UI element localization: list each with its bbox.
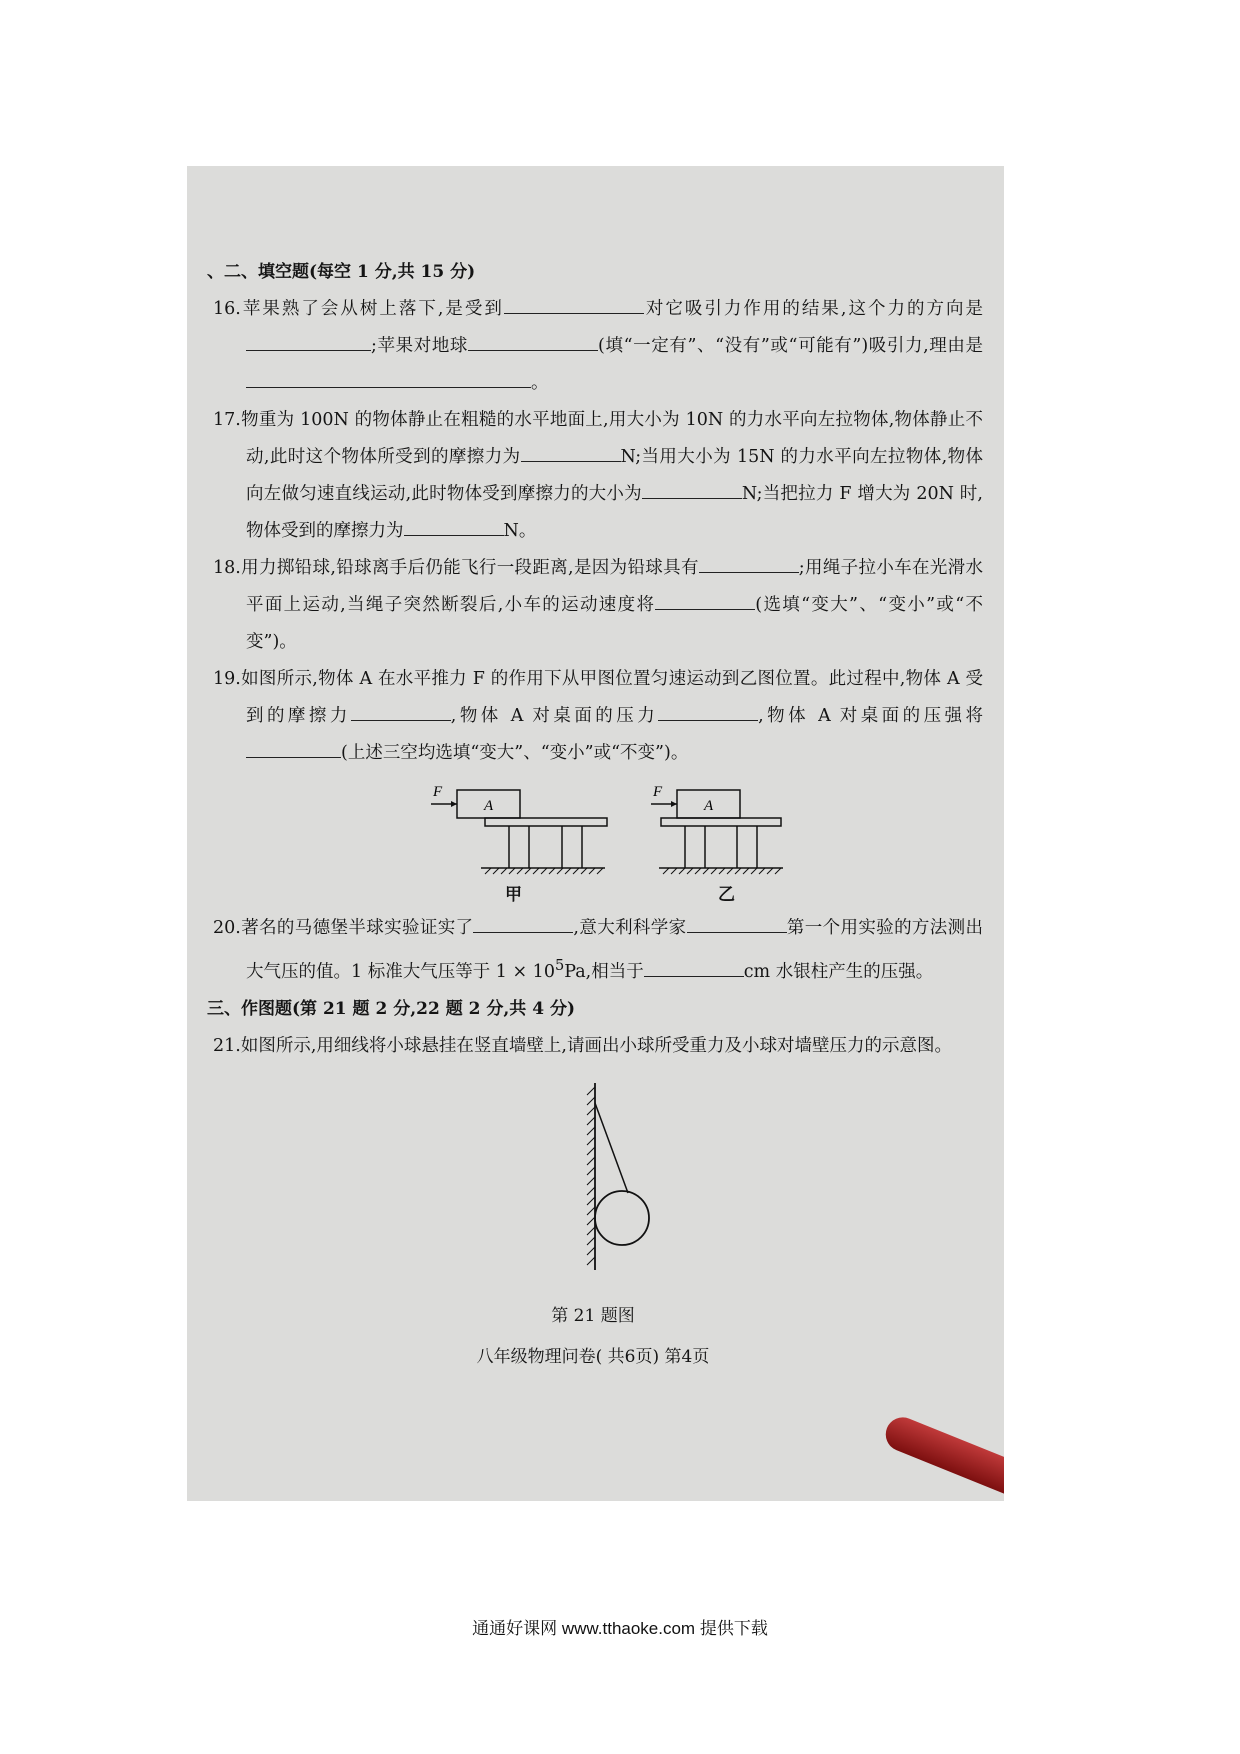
question-18 bbox=[203, 550, 983, 661]
scanned-page-photo bbox=[187, 166, 1004, 1501]
answer-blank[interactable] bbox=[521, 441, 621, 462]
caption-jia: 甲 bbox=[505, 885, 522, 905]
table-top bbox=[485, 818, 607, 826]
answer-blank[interactable] bbox=[658, 700, 758, 721]
force-label: F bbox=[653, 784, 663, 800]
answer-blank[interactable] bbox=[644, 956, 744, 977]
question-19 bbox=[203, 661, 983, 772]
question-text: Pa,相当于 bbox=[564, 961, 644, 982]
question-text: ,物体 A 对桌面的压力 bbox=[450, 706, 659, 726]
exponent: 5 bbox=[554, 957, 565, 974]
question-text: cm 水银柱产生的压强。 bbox=[743, 961, 934, 982]
answer-blank[interactable] bbox=[246, 330, 371, 351]
answer-blank[interactable] bbox=[655, 589, 755, 610]
question-text: 物重为 100N 的物体静止在粗糙的水平地面上,用大小为 10N 的力水平向左拉物体,物体静止不动,此时这个物体所受到的摩擦力为 bbox=[240, 410, 983, 467]
section-2-title: 、二、填空题(每空 1 分,共 15 分) bbox=[207, 262, 476, 282]
question-text: N;当把拉力 F 增大为 20N 时,物体受到的摩擦力为 bbox=[246, 484, 983, 541]
question-number: 17. bbox=[213, 410, 241, 430]
answer-blank[interactable] bbox=[699, 552, 799, 573]
figure-21-caption: 第 21 题图 bbox=[551, 1305, 635, 1326]
question-17 bbox=[203, 402, 983, 550]
question-text: N;当用大小为 15N 的力水平向左拉物体,物体向左做匀速直线运动,此时物体受到摩擦力的大小为 bbox=[246, 447, 983, 504]
question-text: 用力掷铅球,铅球离手后仍能飞行一段距离,是因为铅球具有 bbox=[240, 558, 699, 578]
question-text: (选填“变大”、“变小”或“不变”)。 bbox=[246, 595, 983, 652]
site-footer: 通通好课网 www.tthaoke.com 提供下载 bbox=[472, 1619, 768, 1638]
block-label: A bbox=[704, 798, 714, 814]
answer-blank[interactable] bbox=[504, 293, 644, 314]
question-text: ,物体 A 对桌面的压强将 bbox=[758, 706, 984, 726]
table-top bbox=[661, 818, 781, 826]
question-text: 第一个用实验的方法测出大气压的值。1 标准大气压等于 1 × 10 bbox=[246, 918, 984, 982]
question-16 bbox=[203, 291, 983, 402]
wall-hatching bbox=[587, 1087, 595, 1265]
figure-21 bbox=[203, 1075, 983, 1290]
answer-blank[interactable] bbox=[351, 700, 451, 721]
question-text: 对它吸引力作用的结果,这个力的方向是 bbox=[643, 299, 984, 319]
question-text: 著名的马德堡半球实验证实了 bbox=[240, 918, 474, 938]
page-footer: 八年级物理问卷( 共6页) 第4页 bbox=[476, 1346, 710, 1367]
question-text: 如图所示,物体 A 在水平推力 F 的作用下从甲图位置匀速运动到乙图位置。此过程中,物体 A 受到的摩擦力 bbox=[240, 669, 983, 726]
question-text: (上述三空均选填“变大”、“变小”或“不变”)。 bbox=[341, 743, 689, 763]
question-text: N。 bbox=[503, 521, 537, 541]
answer-blank[interactable] bbox=[473, 912, 573, 933]
question-number: 18. bbox=[213, 558, 241, 578]
question-number: 16. bbox=[213, 299, 241, 319]
force-label: F bbox=[433, 784, 443, 800]
question-text: 苹果熟了会从树上落下,是受到 bbox=[240, 299, 504, 319]
answer-blank[interactable] bbox=[687, 912, 787, 933]
question-text: 。 bbox=[531, 373, 549, 393]
page-content bbox=[203, 254, 983, 1376]
diagram-jia bbox=[431, 782, 611, 882]
question-text: ,意大利科学家 bbox=[573, 918, 687, 938]
question-text: (填“一定有”、“没有”或“可能有”)吸引力,理由是 bbox=[598, 336, 983, 356]
question-number: 21. bbox=[213, 1035, 241, 1056]
question-number: 19. bbox=[213, 669, 241, 689]
question-number: 20. bbox=[213, 918, 241, 938]
question-text: 如图所示,用细线将小球悬挂在竖直墙壁上,请画出小球所受重力及小球对墙壁压力的示意图。 bbox=[240, 1035, 952, 1056]
wall-ball-diagram bbox=[575, 1075, 675, 1275]
answer-blank[interactable] bbox=[246, 737, 341, 758]
figure-19 bbox=[203, 782, 983, 904]
answer-blank[interactable] bbox=[642, 478, 742, 499]
block-label: A bbox=[484, 798, 494, 814]
ball bbox=[595, 1191, 649, 1245]
answer-blank[interactable] bbox=[404, 515, 504, 536]
question-text: ;苹果对地球 bbox=[371, 336, 469, 356]
string bbox=[595, 1103, 628, 1193]
diagram-yi bbox=[651, 782, 801, 882]
answer-blank[interactable] bbox=[246, 367, 531, 388]
question-text: ;用绳子拉小车在光滑水平面上运动,当绳子突然断裂后,小车的运动速度将 bbox=[246, 558, 983, 615]
caption-yi: 乙 bbox=[718, 885, 735, 905]
red-pen bbox=[881, 1412, 1004, 1501]
section-3-title: 三、作图题(第 21 题 2 分,22 题 2 分,共 4 分) bbox=[207, 998, 575, 1019]
question-21 bbox=[203, 1028, 983, 1065]
answer-blank[interactable] bbox=[468, 330, 598, 351]
question-20 bbox=[203, 910, 983, 991]
